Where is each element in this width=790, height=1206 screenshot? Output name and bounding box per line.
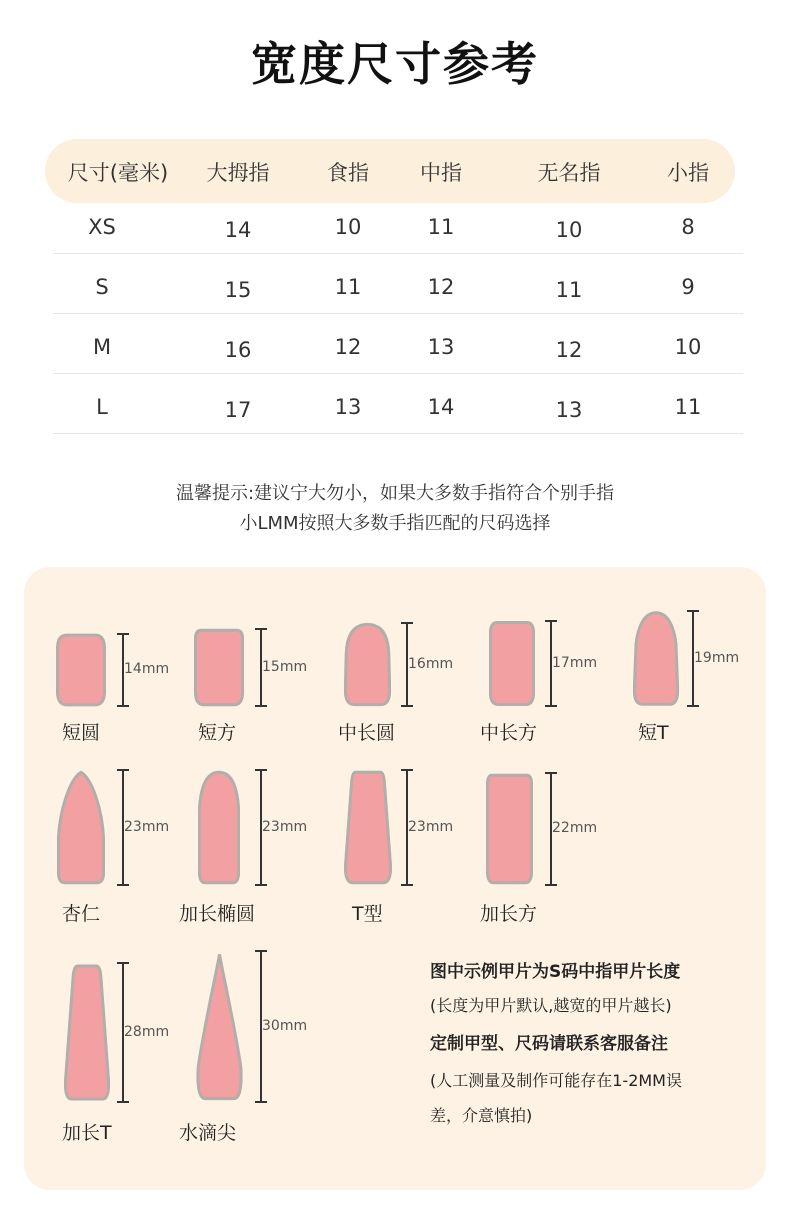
table-row-divider — [53, 433, 743, 434]
nail-shape-label: 加长T — [62, 1122, 112, 1144]
table-row-divider — [53, 253, 743, 254]
nail-length-label: 23mm — [408, 818, 454, 835]
note-line-2: (长度为甲片默认,越宽的甲片越长) — [430, 996, 672, 1015]
table-row-divider — [53, 373, 743, 374]
nail-shape-label: 水滴尖 — [179, 1122, 237, 1144]
table-cell: 8 — [681, 215, 695, 239]
table-cell: 11 — [674, 395, 702, 419]
table-cell: 13 — [334, 395, 362, 419]
table-header-cell: 食指 — [327, 161, 369, 185]
table-cell: 11 — [334, 275, 362, 299]
nail-length-label: 30mm — [262, 1017, 308, 1034]
tip-line-2: 小LMM按照大多数手指匹配的尺码选择 — [239, 513, 551, 534]
table-header-cell: 无名指 — [537, 161, 601, 185]
table-cell: 13 — [427, 335, 455, 359]
nail-shape-label: 短方 — [198, 722, 237, 744]
table-cell: 15 — [224, 278, 252, 302]
long-coffin-nail-icon — [64, 962, 110, 1103]
table-cell: 12 — [334, 335, 362, 359]
nail-length-label: 14mm — [124, 661, 170, 677]
table-cell: 13 — [555, 398, 583, 422]
table-cell: 10 — [555, 218, 583, 242]
nail-length-label: 23mm — [262, 818, 308, 835]
note-line-4: (人工测量及制作可能存在1-2MM误 — [430, 1071, 682, 1090]
short-round-nail-icon — [56, 633, 106, 707]
long-oval-nail-icon — [198, 769, 240, 886]
table-row-divider — [53, 313, 743, 314]
short-square-nail-icon — [194, 628, 244, 707]
nail-length-label: 23mm — [124, 818, 170, 835]
table-size-label: L — [96, 395, 108, 419]
table-size-label: XS — [88, 215, 116, 239]
almond-nail-icon — [57, 769, 105, 886]
table-size-label: M — [92, 335, 112, 359]
coffin-nail-icon — [344, 769, 392, 886]
nail-shape-label: 加长椭圆 — [179, 903, 256, 925]
nail-shape-label: 中长方 — [480, 722, 538, 744]
nail-shape-label: T型 — [352, 903, 383, 925]
table-cell: 17 — [224, 398, 252, 422]
table-size-label: S — [95, 275, 109, 299]
table-cell: 10 — [334, 215, 362, 239]
note-line-5: 差，介意慎拍) — [430, 1106, 533, 1125]
nail-shape-label: 杏仁 — [62, 903, 101, 925]
medium-square-nail-icon — [489, 620, 535, 707]
long-square-nail-icon — [486, 772, 533, 886]
table-header-cell: 尺寸(毫米) — [67, 161, 169, 185]
table-cell: 12 — [427, 275, 455, 299]
table-cell: 10 — [674, 335, 702, 359]
stiletto-nail-icon — [196, 950, 243, 1103]
nail-length-label: 15mm — [262, 658, 308, 675]
table-cell: 14 — [427, 395, 455, 419]
page-title: 宽度尺寸参考 — [251, 37, 539, 91]
nail-shape-label: 加长方 — [480, 903, 538, 925]
table-cell: 14 — [224, 218, 252, 242]
table-header-cell: 小指 — [667, 161, 709, 185]
nail-length-label: 17mm — [552, 654, 598, 671]
nail-shape-label: 短圆 — [62, 722, 101, 744]
nail-length-label: 28mm — [124, 1023, 170, 1040]
table-header-cell: 中指 — [420, 161, 462, 185]
table-cell: 12 — [555, 338, 583, 362]
table-header-cell: 大拇指 — [206, 161, 270, 185]
nail-length-label: 22mm — [552, 820, 598, 836]
short-coffin-nail-icon — [633, 610, 679, 707]
tip-line-1: 温馨提示:建议宁大勿小，如果大多数手指符合个别手指 — [175, 483, 615, 504]
nail-shape-label: 短T — [638, 722, 669, 744]
medium-round-nail-icon — [344, 622, 391, 707]
table-cell: 9 — [681, 275, 695, 299]
nail-length-label: 19mm — [694, 649, 740, 666]
note-line-3: 定制甲型、尺码请联系客服备注 — [430, 1034, 668, 1054]
nail-length-label: 16mm — [408, 655, 454, 672]
note-line-1: 图中示例甲片为S码中指甲片长度 — [430, 962, 681, 982]
table-cell: 11 — [555, 278, 583, 302]
table-cell: 16 — [224, 338, 252, 362]
table-cell: 11 — [427, 215, 455, 239]
nail-shape-label: 中长圆 — [338, 722, 396, 744]
